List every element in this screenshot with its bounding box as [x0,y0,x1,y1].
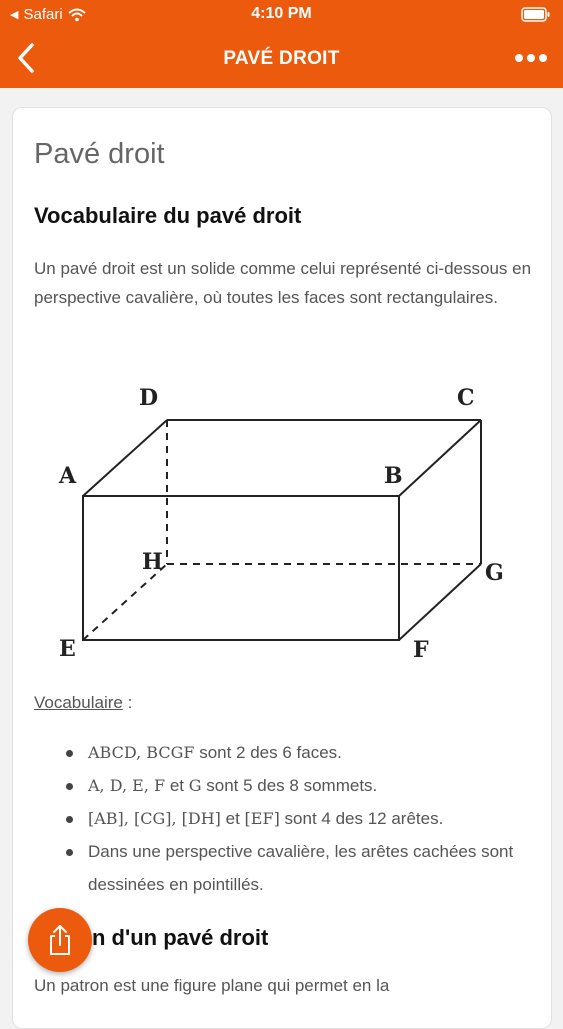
hidden-edge-eh [83,564,167,640]
label-F: F [413,637,429,663]
battery-icon [521,7,551,26]
nav-title: PAVÉ DROIT [223,48,340,69]
page-title: Pavé droit [34,138,165,170]
status-time: 4:10 PM [251,5,312,22]
list-item: [AB], [CG], [DH] et [EF] sont 4 des 12 arêtes. [34,802,534,835]
label-A: A [59,463,77,489]
navigation-bar [0,30,563,88]
more-button[interactable] [511,44,551,72]
section-title-vocabulaire: Vocabulaire du pavé droit [34,203,302,228]
label-G: G [485,560,504,586]
more-dots-icon [511,44,551,72]
vocabulary-list [34,736,534,901]
list-item: ABCD, BCGF sont 2 des 6 faces. [34,736,534,769]
cuboid-figure [49,373,529,663]
list-item: Dans une perspective cavalière, les arêtes cachées sont dessinées en pointillés. [34,835,534,901]
bullet-icon [66,783,73,790]
share-icon [46,924,74,956]
patron-paragraph: Un patron est une figure plane qui permet en la [34,976,390,995]
content-card [12,107,552,1029]
label-B: B [384,463,403,489]
intro-paragraph: Un pavé droit est un solide comme celui représenté ci-dessous en perspective cavalière, où toutes les faces sont rectangulaires. [34,259,532,307]
vocabulary-label: Vocabulaire : [34,693,133,712]
section-title-patron: n d'un pavé droit [92,925,269,950]
status-bar [0,0,563,30]
share-button[interactable] [28,908,92,972]
list-item: A, D, E, F et G sont 5 des 8 sommets. [34,769,534,802]
label-H: H [142,549,163,575]
label-E: E [59,636,76,662]
app-header [0,0,563,88]
label-D: D [139,385,159,411]
front-face [83,496,399,640]
label-C: C [457,385,475,411]
bullet-icon [66,750,73,757]
back-app-label: Safari [23,6,63,23]
back-triangle-icon: ◀ [10,9,19,21]
bullet-icon [66,849,73,856]
bullet-icon [66,816,73,823]
